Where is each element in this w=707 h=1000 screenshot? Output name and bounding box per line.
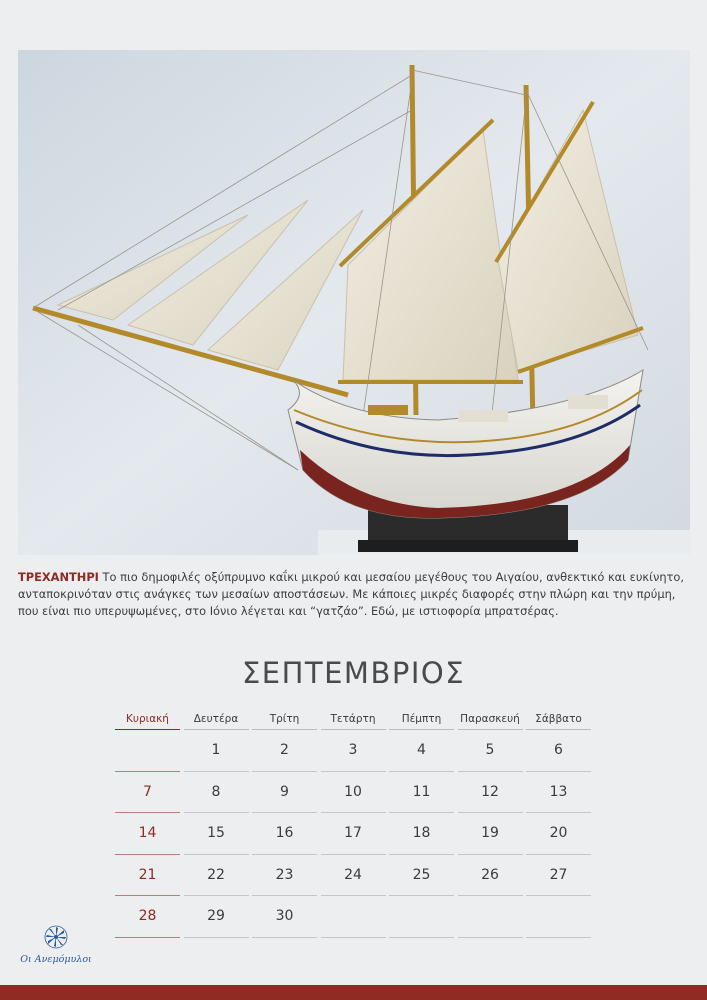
- calendar-day: 7: [115, 772, 180, 814]
- calendar-day: 2: [252, 730, 317, 772]
- calendar-week-row: [115, 896, 593, 938]
- calendar-day: 10: [321, 772, 386, 814]
- calendar-day: 24: [321, 855, 386, 897]
- calendar-day: [321, 896, 386, 938]
- ship-caption: [18, 569, 690, 620]
- calendar-week-row: [115, 813, 593, 855]
- calendar-week-row: [115, 730, 593, 772]
- weekday-monday: Δευτέρα: [184, 710, 249, 730]
- calendar-day: [115, 730, 180, 772]
- ship-model-photo: [18, 50, 690, 555]
- ship-illustration: [18, 50, 690, 555]
- month-title: ΣΕΠΤΕΜΒΡΙΟΣ: [241, 656, 466, 690]
- calendar-day: 11: [389, 772, 454, 814]
- weekday-tuesday: Τρίτη: [252, 710, 317, 730]
- calendar-day: 30: [252, 896, 317, 938]
- calendar-day: 19: [458, 813, 523, 855]
- calendar-day: 13: [526, 772, 591, 814]
- bottom-accent-bar: [0, 985, 707, 1000]
- calendar-day: 12: [458, 772, 523, 814]
- weekday-friday: Παρασκευή: [458, 710, 523, 730]
- weekday-wednesday: Τετάρτη: [321, 710, 386, 730]
- caption-text: Το πιο δημοφιλές οξύπρυμνο καΐκι μικρού και μεσαίου μεγέθους του Αιγαίου, ανθεκτικό και ευκίνητο, ανταποκρινόταν στις ανάγκες των μεσαίων αποστάσεων. Με κάποιες μικρές διαφορές στην πλώρη και την πρύμη, που είναι πιο υπερυψωμένες, στο Ιόνιο λέγεται και “γατζάο”. Εδώ, με ιστιοφορία μπρατσέρας.: [18, 570, 685, 618]
- calendar-day: 4: [389, 730, 454, 772]
- windmill-logo: [20, 925, 92, 970]
- calendar-day: 21: [115, 855, 180, 897]
- calendar-day: 9: [252, 772, 317, 814]
- calendar-day: [458, 896, 523, 938]
- calendar-day: 29: [184, 896, 249, 938]
- calendar-day: 16: [252, 813, 317, 855]
- calendar-day: 18: [389, 813, 454, 855]
- calendar-grid: [115, 710, 593, 938]
- calendar-week-row: [115, 772, 593, 814]
- calendar-day: 8: [184, 772, 249, 814]
- calendar-day: 28: [115, 896, 180, 938]
- calendar-day: 6: [526, 730, 591, 772]
- calendar-day: 14: [115, 813, 180, 855]
- weekday-saturday: Σάββατο: [526, 710, 591, 730]
- calendar-day: 25: [389, 855, 454, 897]
- logo-name: Οι Ανεμόμυλοι: [20, 954, 92, 965]
- weekday-thursday: Πέμπτη: [389, 710, 454, 730]
- weekday-sunday: Κυριακή: [115, 710, 180, 730]
- weekday-header-row: [115, 710, 593, 730]
- calendar-week-row: [115, 855, 593, 897]
- calendar-day: 27: [526, 855, 591, 897]
- calendar-day: 5: [458, 730, 523, 772]
- calendar-day: 17: [321, 813, 386, 855]
- calendar-day: 23: [252, 855, 317, 897]
- calendar-day: 15: [184, 813, 249, 855]
- calendar-day: 20: [526, 813, 591, 855]
- calendar-day: 3: [321, 730, 386, 772]
- windmill-icon: [44, 925, 68, 949]
- calendar-day: [526, 896, 591, 938]
- caption-title: ΤΡΕΧΑΝΤΗΡΙ: [18, 570, 99, 584]
- calendar-day: [389, 896, 454, 938]
- calendar-day: 26: [458, 855, 523, 897]
- calendar-day: 1: [184, 730, 249, 772]
- calendar-day: 22: [184, 855, 249, 897]
